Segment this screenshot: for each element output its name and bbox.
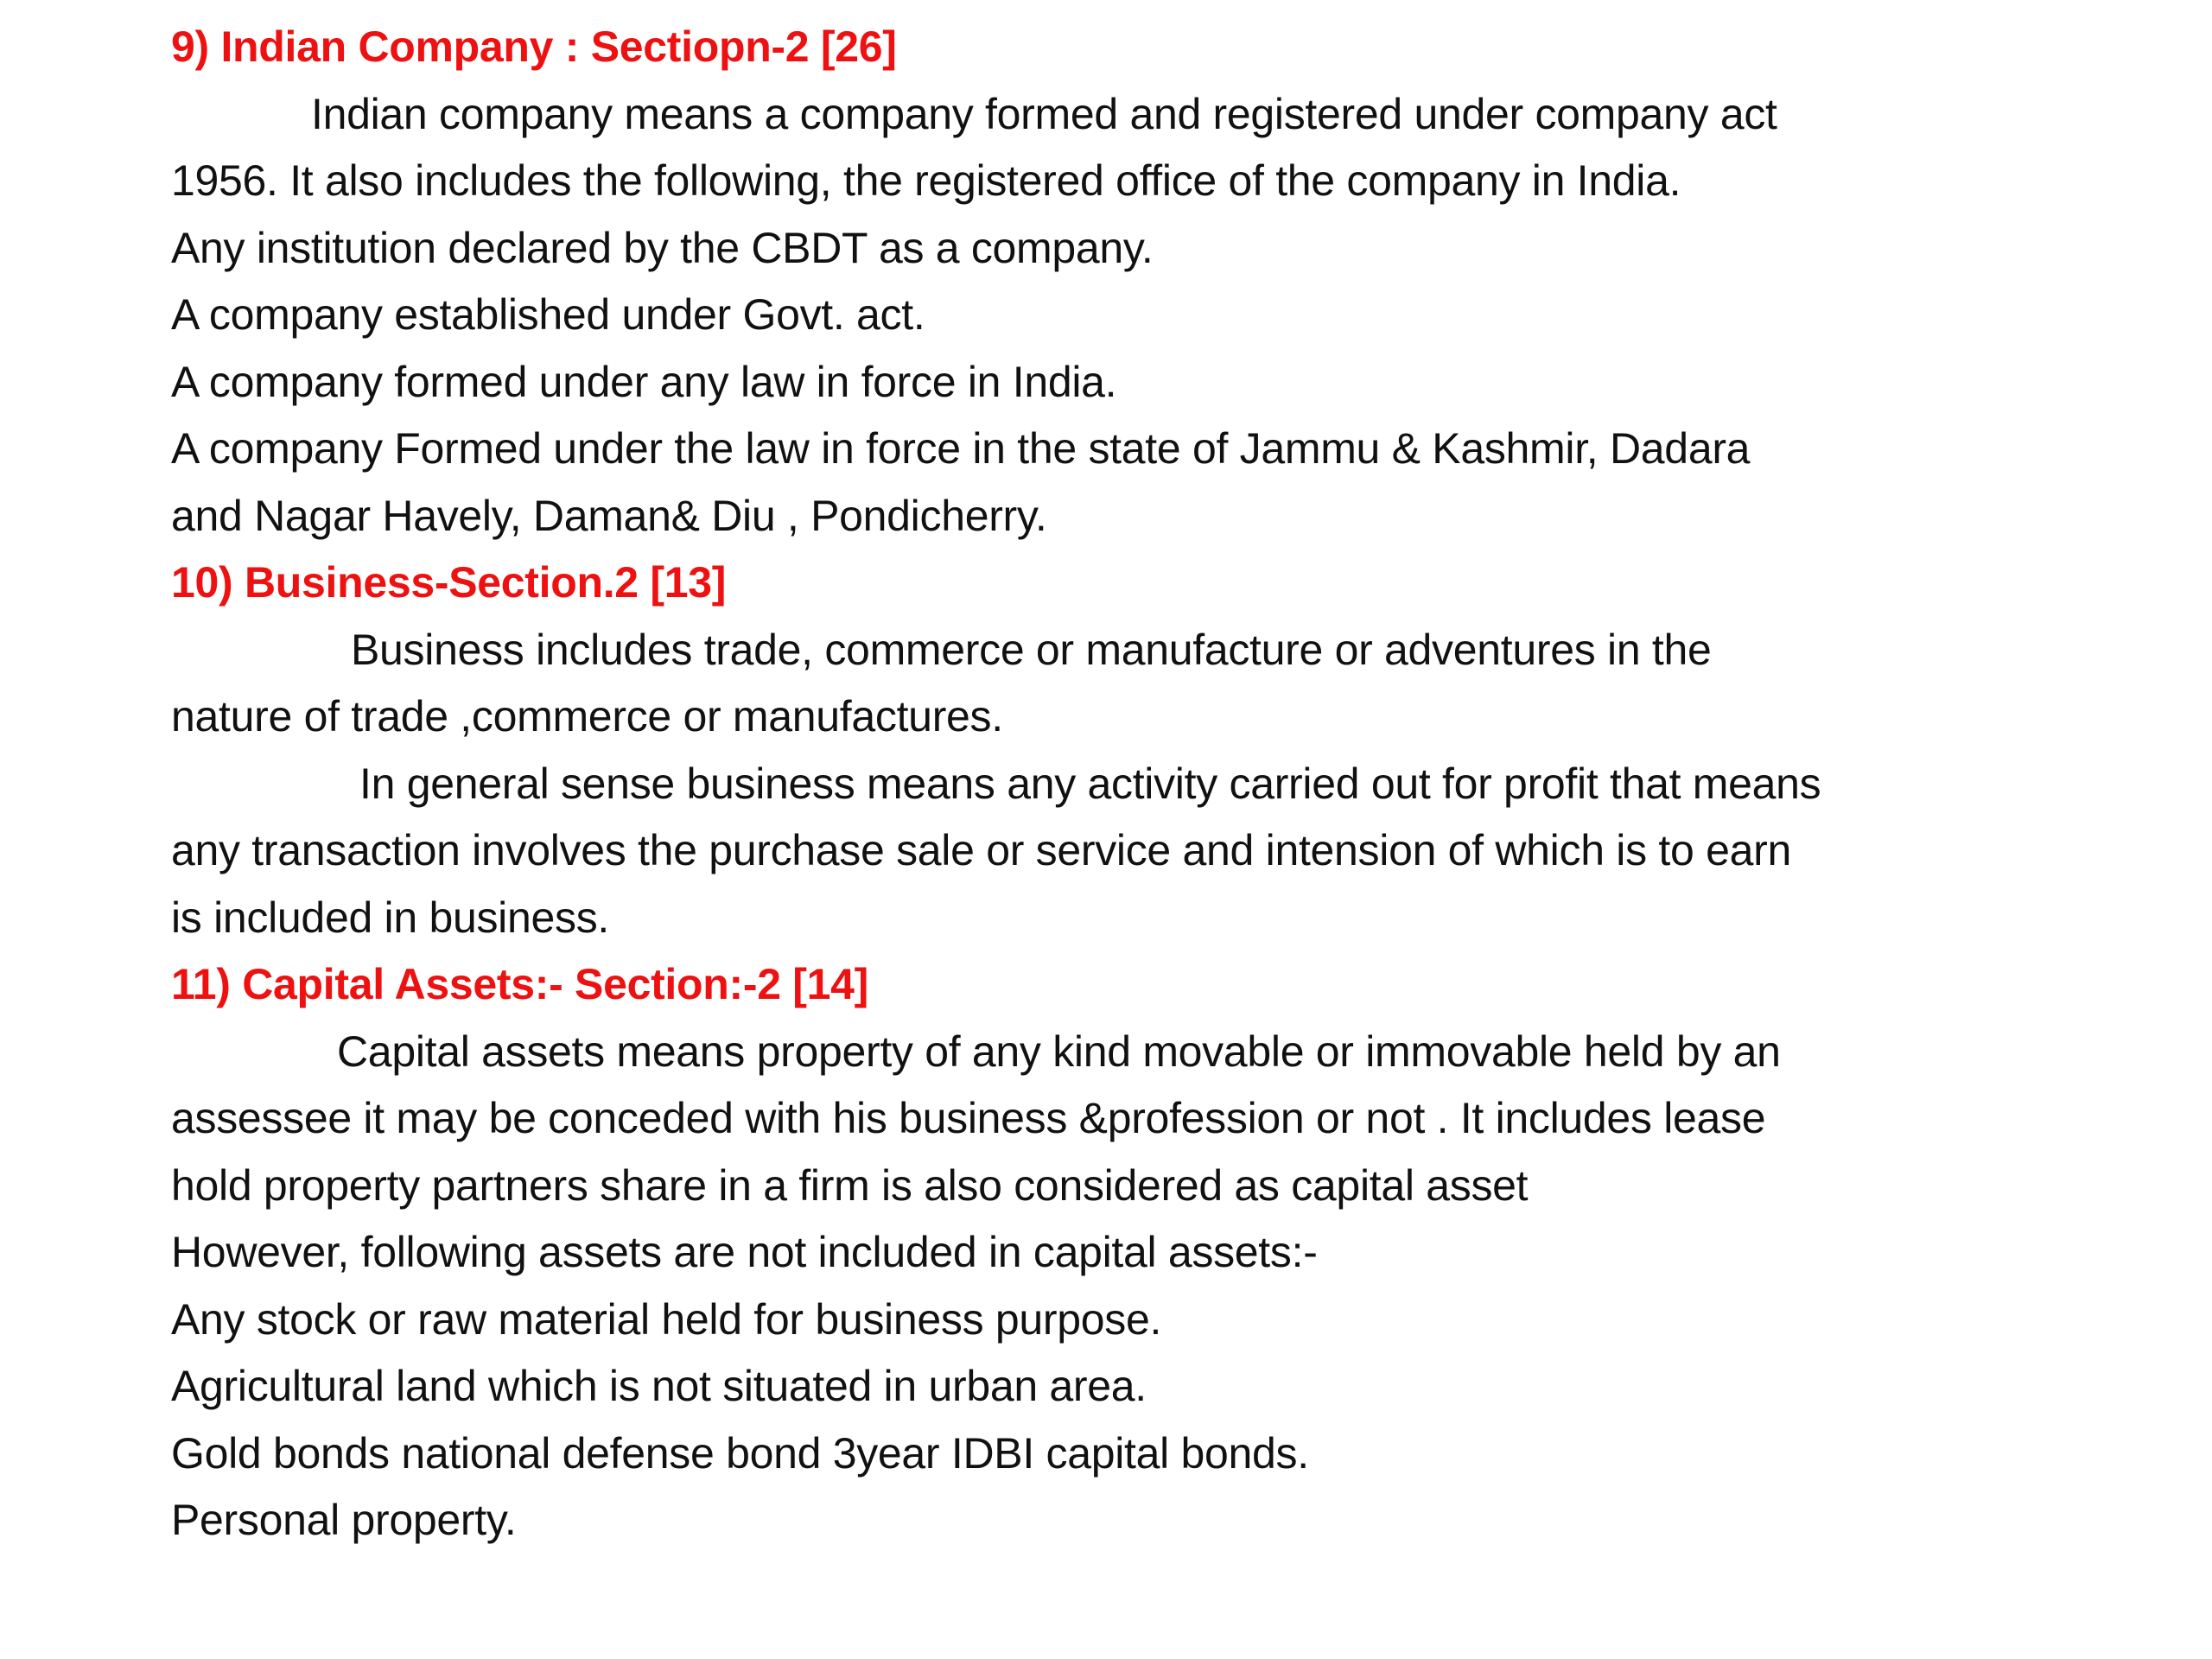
paragraph-line: Business includes trade, commerce or manufacture or adventures in the	[351, 625, 1712, 674]
list-item: Gold bonds national defense bond 3year IDBI capital bonds.	[171, 1428, 1309, 1478]
paragraph-line: hold property partners share in a firm is also considered as capital asset	[171, 1160, 1529, 1210]
list-item-continuation: and Nagar Havely, Daman& Diu , Pondicherry.	[171, 491, 1047, 540]
section-heading-business: 10) Business-Section.2 [13]	[171, 558, 727, 607]
paragraph-line: However, following assets are not included in capital assets:-	[171, 1228, 1318, 1276]
paragraph-line: Capital assets means property of any kind movable or immovable held by an	[337, 1027, 1781, 1076]
section-heading-indian-company: 9) Indian Company : Sectiopn-2 [26]	[171, 22, 897, 71]
paragraph-line: is included in business.	[171, 893, 609, 942]
paragraph-line: Indian company means a company formed and registered under company act	[311, 89, 1777, 138]
list-item: Any stock or raw material held for business purpose.	[171, 1294, 1162, 1344]
paragraph-line: 1956. It also includes the following, the registered office of the company in India.	[171, 156, 1681, 205]
paragraph-line: nature of trade ,commerce or manufactures.	[171, 692, 1003, 741]
list-item: A company established under Govt. act.	[171, 290, 925, 339]
list-item: A company formed under any law in force in India.	[171, 357, 1117, 406]
paragraph-line: any transaction involves the purchase sale or service and intension of which is to earn	[171, 826, 1791, 874]
list-item: Personal property.	[171, 1496, 517, 1544]
list-item: Any institution declared by the CBDT as a company.	[171, 223, 1154, 272]
list-item: Agricultural land which is not situated in urban area.	[171, 1362, 1147, 1410]
list-item: A company Formed under the law in force in the state of Jammu & Kashmir, Dadara	[171, 424, 1751, 473]
slide-content	[171, 14, 2158, 1554]
section-heading-capital-assets: 11) Capital Assets:- Section:-2 [14]	[171, 960, 869, 1008]
paragraph-line: In general sense business means any activity carried out for profit that means	[359, 759, 1821, 808]
paragraph-line: assessee it may be conceded with his business &profession or not . It includes lease	[171, 1094, 1766, 1142]
